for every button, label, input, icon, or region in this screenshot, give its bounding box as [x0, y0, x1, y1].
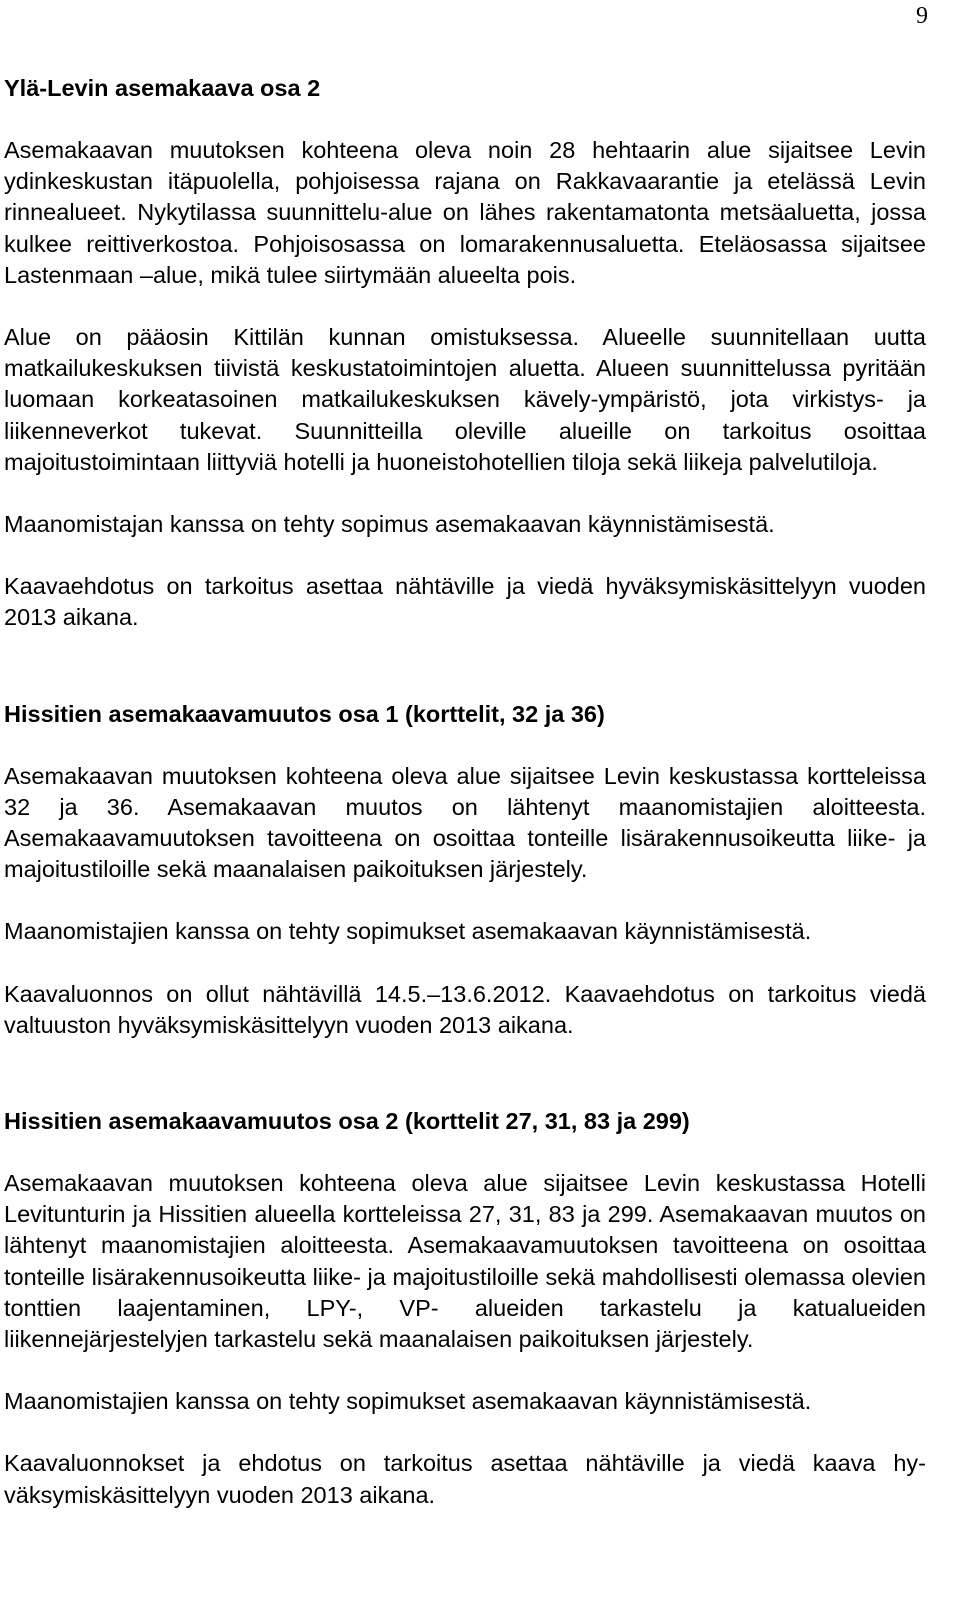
- paragraph: Kaavaluonnokset ja ehdotus on tarkoitus asettaa nähtäville ja viedä kaava hyväksymiskäsittelyyn vuoden 2013 aikana.: [4, 1450, 926, 1508]
- paragraph: Kaavaluonnos on ollut nähtävillä 14.5.–13.6.2012. Kaavaehdotus on tarkoitus viedä valtuuston hyväksymiskäsittelyyn vuoden 2013 aikana.: [4, 980, 926, 1038]
- paragraph: Alue on pääosin Kittilän kunnan omistuksessa. Alueelle suunnitellaan uutta matkailukeskuksen tiivistä keskustatoimintojen aluetta. Alueen suunnittelussa pyritään luomaan korkeatasoinen matkailukeskuksen kävely-ympäristö, jota virkistys- ja liikenneverkot tukevat. Suunnitteilla oleville alueille on tarkoitus osoittaa majoitustoimintaan liittyviä hotelli ja huoneistohotellien tiloja sekä liikeja palvelutiloja.: [4, 324, 926, 475]
- paragraph: Asemakaavan muutoksen kohteena oleva noin 28 hehtaarin alue sijaitsee Levin ydinkeskustan itäpuolella, pohjoisessa rajana on Rakkavaarantie ja etelässä Levin rinnealueet. Nykytilassa suunnittelu-alue on lähes rakentamatonta metsäaluetta, jossa kulkee reittiverkostoa. Pohjoisosassa on lomarakennusaluetta. Eteläosassa sijaitsee Lastenmaan –alue, mikä tulee siirtymään alueelta pois.: [4, 137, 926, 288]
- document-body: [4, 72, 926, 1511]
- section-heading: Hissitien asemakaavamuutos osa 1 (korttelit, 32 ja 36): [4, 700, 605, 727]
- paragraph: Maanomistajien kanssa on tehty sopimukset asemakaavan käynnistämisestä.: [4, 918, 812, 945]
- page-number: 9: [916, 3, 928, 29]
- paragraph: Kaavaehdotus on tarkoitus asettaa nähtäville ja viedä hyväksymiskäsittelyyn vuoden 2013 aikana.: [4, 573, 926, 631]
- paragraph: Asemakaavan muutoksen kohteena oleva alue sijaitsee Levin keskustassa kortteleissa 32 ja 36. Asemakaavan muutos on lähtenyt maanomistajien aloitteesta. Asemakaavamuutoksen tavoitteena on osoittaa tonteille lisärakennusoikeutta liike- ja majoitustiloille sekä maanalaisen paikoituksen järjestely.: [4, 762, 926, 883]
- section-heading: Hissitien asemakaavamuutos osa 2 (korttelit 27, 31, 83 ja 299): [4, 1108, 690, 1135]
- paragraph: Asemakaavan muutoksen kohteena oleva alue sijaitsee Levin keskustassa Hotelli Levitunturin ja Hissitien alueella kortteleissa 27, 31, 83 ja 299. Asemakaavan muutos on lähtenyt maanomistajien aloitteesta. Asemakaavamuutoksen tavoitteena on osoittaa tonteille lisärakennusoikeutta liike- ja majoitustiloille sekä mahdollisesti olemassa olevien tonttien laajentaminen, LPY-, VP- alueiden tarkastelu ja katualueiden liikennejärjestelyjen tarkastelu sekä maanalaisen paikoituksen järjestely.: [4, 1170, 926, 1353]
- paragraph: Maanomistajien kanssa on tehty sopimukset asemakaavan käynnistämisestä.: [4, 1388, 812, 1415]
- paragraph: Maanomistajan kanssa on tehty sopimus asemakaavan käynnistämisestä.: [4, 511, 775, 538]
- section-heading: Ylä-Levin asemakaava osa 2: [4, 75, 321, 101]
